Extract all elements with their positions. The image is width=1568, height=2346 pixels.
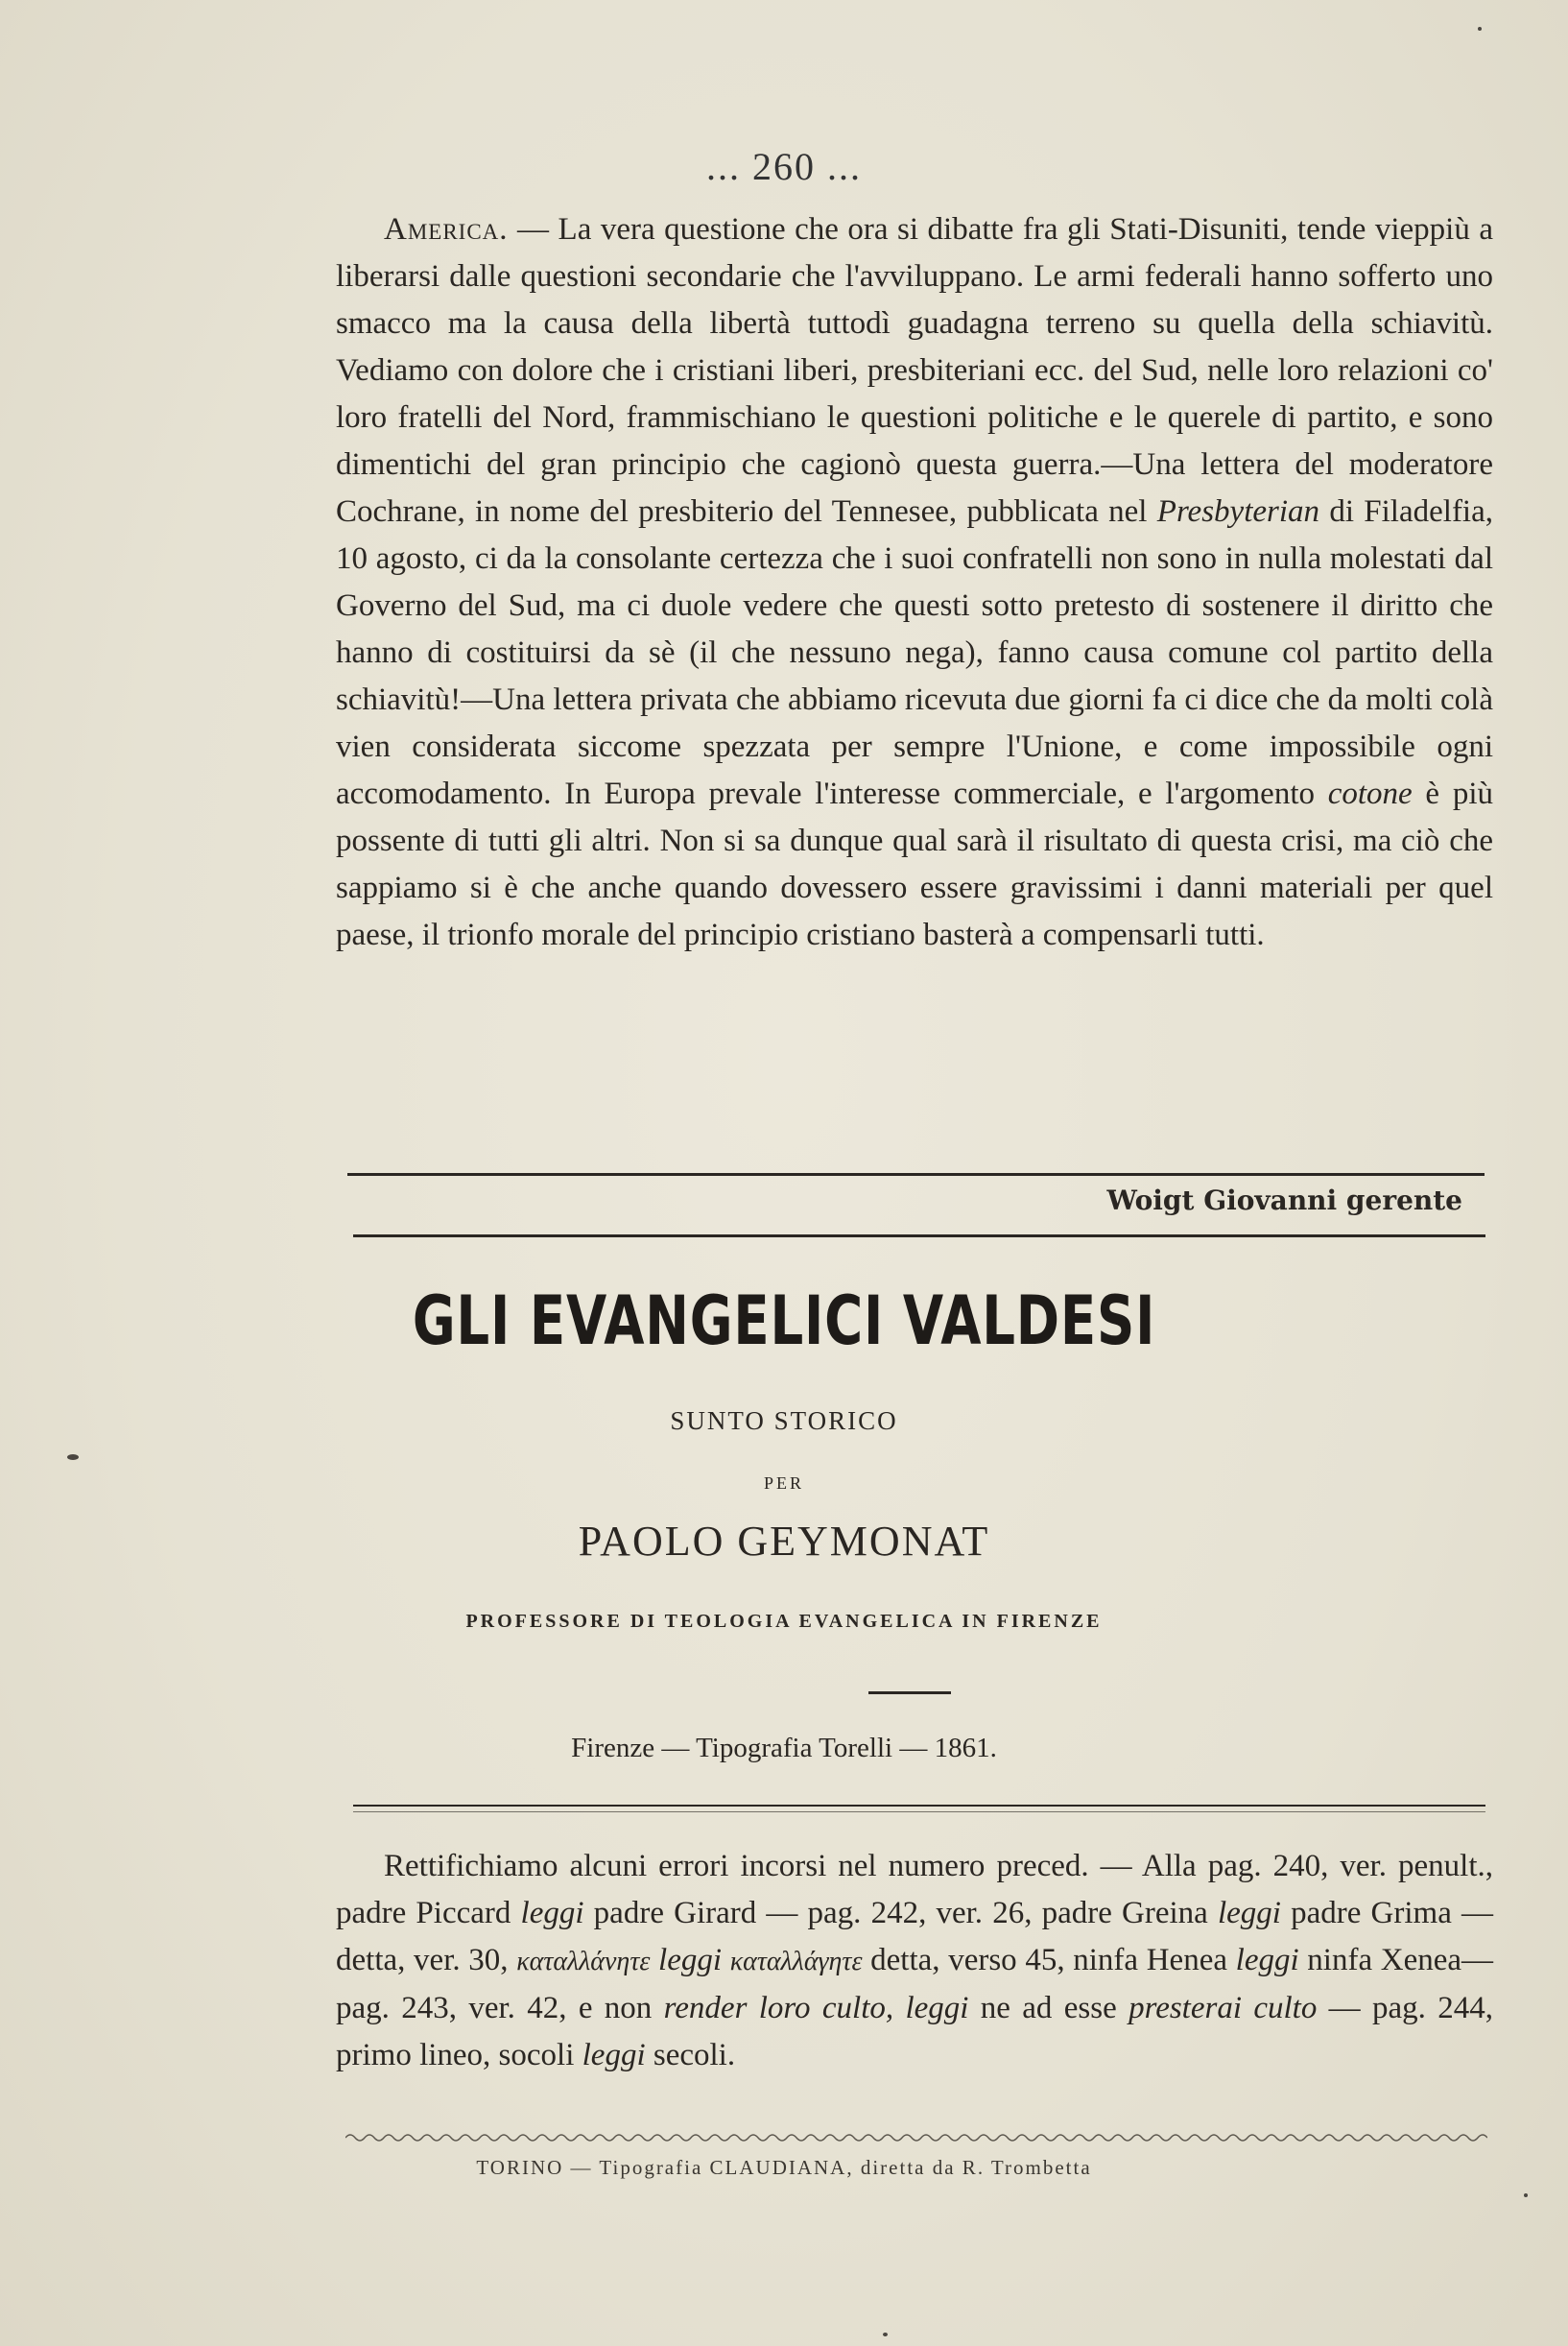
errata-paragraph [336, 1843, 1493, 2079]
article-heading: America. [384, 212, 509, 247]
errata-text [650, 1943, 658, 1977]
article-text-1: — La vera questione che ora si dibatte fra gli Stati-Disuniti, tende vieppiù a liberarsi dalle questioni secondarie che l'avviluppano. Le armi federali hanno sofferto uno smacco ma la causa della libertà tuttodì guadagna terreno su quella della schiavitù. Vediamo con dolore che i cristiani liberi, presbiteriani ecc. del Sud, nelle loro relazioni co' loro fratelli del Nord, frammischiano le questioni politiche e le querele di partito, e sono dimentichi del gran principio che cagionò questa guerra.—Una lettera del moderatore Cochrane, in nome del presbiterio del Tennesee, pubblicata nel [336, 212, 1493, 529]
errata-text: padre Grima — detta, ver. 30, [336, 1896, 1493, 1977]
article-america [336, 206, 1493, 959]
book-per: PER [763, 1473, 804, 1493]
short-rule [868, 1691, 951, 1694]
book-author-role: PROFESSORE DI TEOLOGIA EVANGELICA IN FIRENZE [465, 1611, 1103, 1632]
errata-leggi: leggi [520, 1896, 584, 1930]
errata-text: padre Girard — pag. 242, ver. 26, padre Greina [583, 1896, 1218, 1930]
errata-text: ninfa Xenea—pag. 243, ver. 42, e non [336, 1943, 1494, 2025]
rule-above-errata [353, 1805, 1485, 1807]
errata-greek-word: καταλλάνητε [516, 1947, 651, 1976]
gerente-signature: Woigt Giovanni gerente [1106, 1185, 1462, 1216]
book-title: GLI EVANGELICI VALDESI [412, 1281, 1156, 1360]
article-italic-presbyterian: Presbyterian [1156, 494, 1320, 529]
printer-imprint: TORINO — Tipografia CLAUDIANA, diretta da R. Trombetta [476, 2156, 1092, 2179]
article-text-2: di Filadelfia, 10 agosto, ci da la consolante certezza che i suoi confratelli non sono in nulla molestati dal Governo del Sud, ma ci duole vedere che questi sotto pretesto di sostenere il diritto che hanno di costituirsi da sè (il che nessuno nega), fanno causa comune col partito della schiavitù!—Una lettera privata che abbiamo ricevuta due giorni fa ci dice che da molti colà vien considerata siccome spezzata per sempre l'Unione, e come impossibile ogni accomodamento. In Europa prevale l'interesse commerciale, e l'argomento [336, 494, 1493, 811]
errata-italic-phrase: render loro culto, [663, 1991, 894, 2025]
errata-text: Rettifichiamo alcuni errori incorsi nel numero preced. — Alla pag. 240, ver. penult., padre Piccard [336, 1849, 1493, 1930]
book-imprint: Firenze — Tipografia Torelli — 1861. [571, 1733, 997, 1763]
errata-leggi: leggi [1217, 1896, 1281, 1930]
article-text-3: è più possente di tutti gli altri. Non si sa dunque qual sarà il risultato di questa crisi, ma ciò che sappiamo si è che anche quando dovessero essere gravissimi i danni materiali per quel paese, il trionfo morale del principio cristiano basterà a compensarli tutti. [336, 777, 1493, 952]
errata-leggi: leggi [1235, 1943, 1299, 1977]
errata-leggi: leggi [582, 2038, 646, 2072]
article-italic-cotone: cotone [1327, 777, 1413, 811]
paper-speck [1478, 27, 1482, 31]
errata-greek-word: καταλλάγητε [729, 1947, 863, 1976]
rule-above-errata-thin [353, 1811, 1485, 1812]
errata-text [722, 1943, 730, 1977]
paper-speck [1524, 2193, 1528, 2197]
errata-text: secoli. [645, 2038, 736, 2072]
errata-text: ne ad esse [968, 1991, 1129, 2025]
errata-leggi: leggi [905, 1991, 969, 2025]
paper-speck [67, 1454, 79, 1460]
errata-leggi: leggi [658, 1943, 723, 1977]
rule-above-gerente [347, 1173, 1485, 1176]
errata-italic-phrase: presterai culto [1128, 1991, 1318, 2025]
wavy-ornamental-rule [345, 2131, 1487, 2144]
errata-text: detta, verso 45, ninfa Henea [862, 1943, 1236, 1977]
book-author: PAOLO GEYMONAT [578, 1518, 990, 1565]
rule-below-gerente [353, 1234, 1485, 1237]
errata-text [893, 1991, 905, 2025]
errata-text: — pag. 244, primo lineo, socoli [336, 1991, 1494, 2072]
paper-speck [883, 2333, 888, 2336]
book-subtitle: SUNTO STORICO [670, 1406, 898, 1435]
page-number: ... 260 ... [706, 145, 862, 188]
